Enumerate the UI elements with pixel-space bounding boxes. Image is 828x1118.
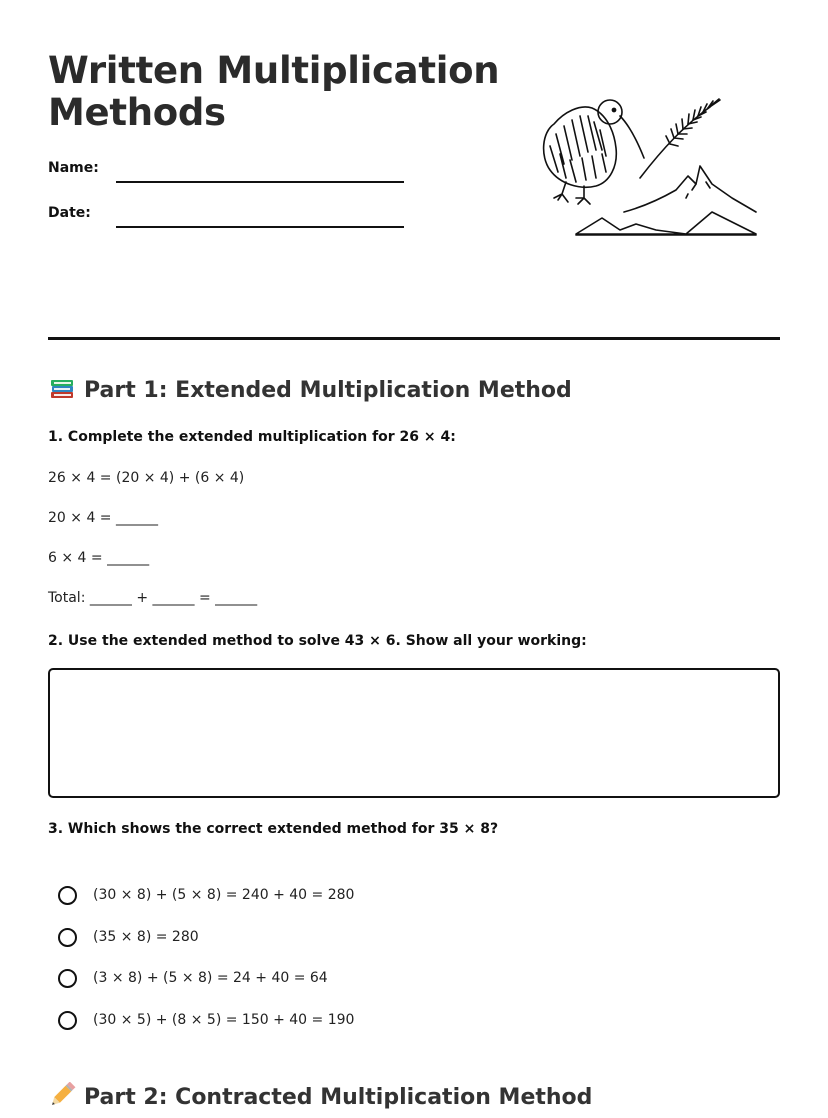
q3-option-4[interactable] bbox=[58, 1008, 354, 1032]
option-label: (3 × 8) + (5 × 8) = 24 + 40 = 64 bbox=[93, 970, 328, 986]
question-2-prompt: 2. Use the extended method to solve 43 × 6. Show all your working: bbox=[48, 633, 587, 649]
name-label: Name: bbox=[48, 160, 99, 176]
date-label: Date: bbox=[48, 205, 91, 221]
question-1-prompt: 1. Complete the extended multiplication for 26 × 4: bbox=[48, 429, 456, 445]
kiwi-icon bbox=[544, 100, 644, 204]
part1-heading bbox=[48, 375, 572, 403]
title-line-1: Written Multiplication bbox=[48, 49, 500, 92]
mountains-icon bbox=[576, 166, 756, 235]
radio-button[interactable] bbox=[58, 886, 77, 905]
q3-option-1[interactable] bbox=[58, 883, 354, 907]
part1-title: Part 1: Extended Multiplication Method bbox=[84, 378, 572, 403]
q1-line-2: 20 × 4 = ______ bbox=[48, 510, 158, 526]
kiwi-fern-mountains-illustration bbox=[536, 94, 762, 242]
radio-button[interactable] bbox=[58, 928, 77, 947]
worksheet-title bbox=[48, 50, 508, 134]
q1-line-3: 6 × 4 = ______ bbox=[48, 550, 150, 566]
q3-option-2[interactable] bbox=[58, 925, 199, 949]
part2-heading bbox=[48, 1082, 592, 1110]
q1-line-4: Total: ______ + ______ = ______ bbox=[48, 590, 258, 606]
option-label: (35 × 8) = 280 bbox=[93, 929, 199, 945]
fern-icon bbox=[640, 99, 720, 178]
pencil-emoji-icon bbox=[48, 1082, 76, 1108]
part2-title: Part 2: Contracted Multiplication Method bbox=[84, 1085, 593, 1110]
question-3-prompt: 3. Which shows the correct extended method for 35 × 8? bbox=[48, 821, 499, 837]
books-emoji-icon bbox=[48, 375, 76, 401]
q1-line-1: 26 × 4 = (20 × 4) + (6 × 4) bbox=[48, 470, 245, 486]
radio-button[interactable] bbox=[58, 1011, 77, 1030]
q2-answer-box[interactable] bbox=[48, 668, 780, 798]
q3-option-3[interactable] bbox=[58, 966, 328, 990]
option-label: (30 × 8) + (5 × 8) = 240 + 40 = 280 bbox=[93, 887, 355, 903]
radio-button[interactable] bbox=[58, 969, 77, 988]
name-field[interactable] bbox=[116, 181, 404, 183]
section-divider bbox=[48, 337, 780, 340]
date-field[interactable] bbox=[116, 226, 404, 228]
title-line-2: Methods bbox=[48, 91, 226, 134]
option-label: (30 × 5) + (8 × 5) = 150 + 40 = 190 bbox=[93, 1012, 355, 1028]
